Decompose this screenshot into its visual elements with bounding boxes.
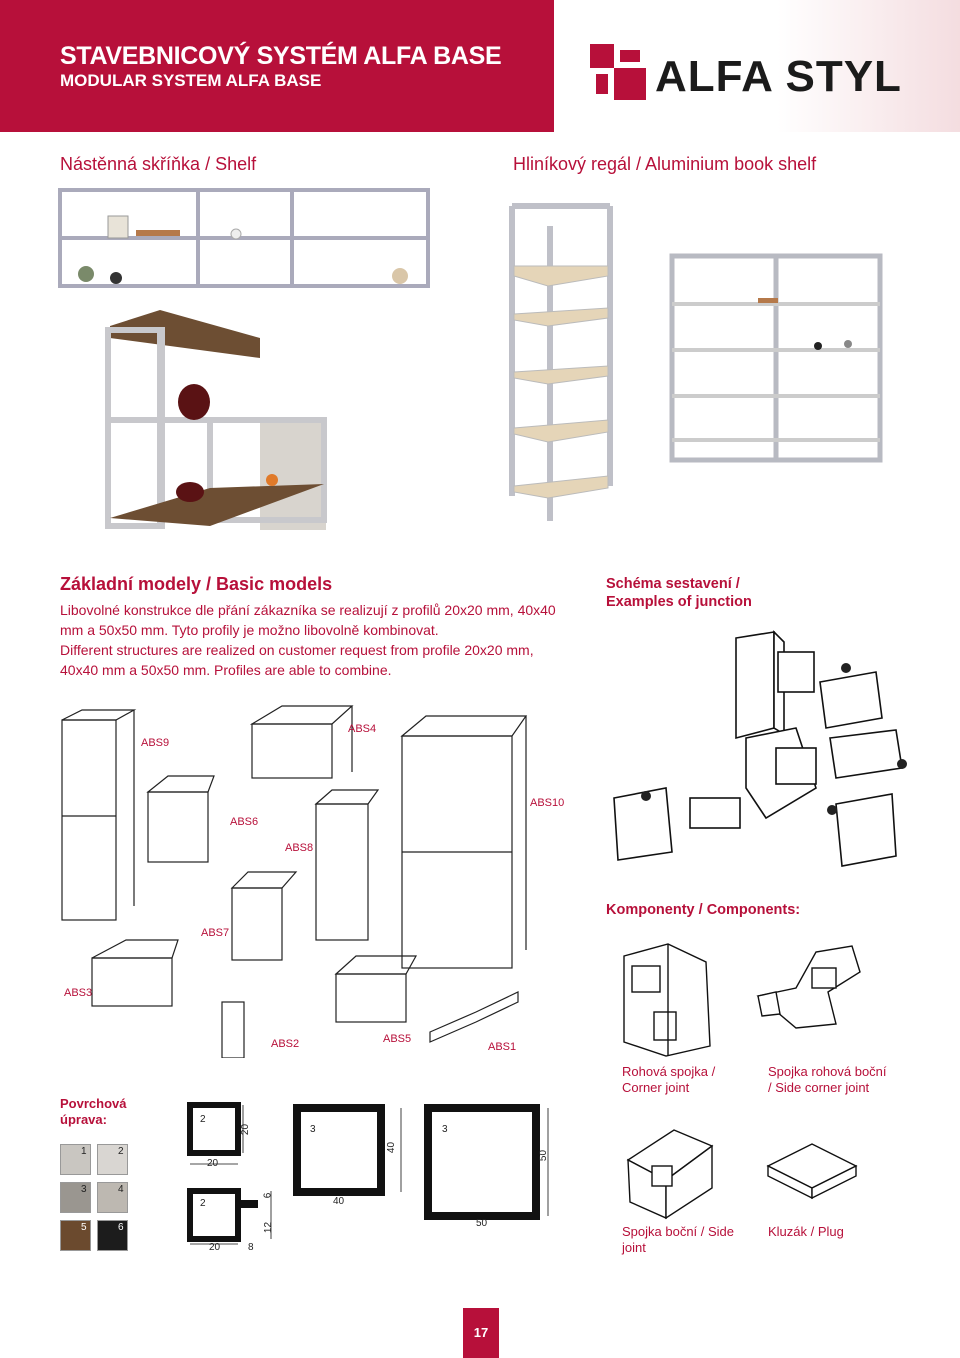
model-label-abs6: ABS6	[230, 816, 259, 828]
bookshelf-title: Hliníkový regál / Aluminium book shelf	[513, 154, 817, 174]
swatch-number: 5	[81, 1222, 87, 1233]
p20-wall-dim: 2	[200, 1114, 206, 1125]
side-joint-label: Spojka boční / Side joint	[622, 1224, 735, 1255]
corner-joint-icon	[614, 942, 722, 1058]
pslot-bottom-dim: 20	[209, 1242, 221, 1253]
profile-40x40-icon	[293, 1104, 413, 1204]
side-joint-icon	[622, 1126, 722, 1222]
swatch-number: 1	[81, 1146, 87, 1157]
p40-bottom-dim: 40	[333, 1196, 345, 1207]
shelf-title: Nástěnná skříňka / Shelf	[60, 154, 257, 174]
side-corner-joint-icon	[756, 942, 864, 1032]
swatch-number: 2	[118, 1146, 124, 1157]
p20-side-dim: 20	[240, 1123, 252, 1136]
p50-side-dim: 50	[538, 1149, 550, 1162]
color-swatch	[60, 1220, 91, 1251]
components-title: Komponenty / Components:	[606, 902, 801, 918]
color-swatch	[60, 1182, 91, 1213]
alfa-styl-logo-mark	[590, 44, 646, 100]
p50-wall-dim: 3	[442, 1124, 448, 1135]
pslot-slot-dim: 8	[248, 1242, 254, 1253]
junction-title: Schéma sestavení / Examples of junction	[606, 576, 752, 610]
model-label-abs7: ABS7	[201, 927, 230, 939]
junction-diagram	[606, 628, 916, 878]
models-line-drawings	[56, 696, 576, 1058]
logo-text: ALFA STYL	[655, 52, 902, 101]
color-swatch	[97, 1220, 128, 1251]
basic-models-cz: Libovolné konstrukce dle přání zákazníka se realizují z profilů 20x20 mm, 40x40 mm a 50x50 mm. Tyto profily je možno libovolně kombinovat.	[60, 602, 556, 638]
combined-shelf-photo	[100, 308, 330, 530]
color-swatch	[97, 1182, 128, 1213]
model-label-abs8: ABS8	[285, 842, 314, 854]
p40-side-dim: 40	[386, 1141, 398, 1154]
model-label-abs1: ABS1	[488, 1041, 517, 1053]
page-subtitle: MODULAR SYSTEM ALFA BASE	[60, 71, 322, 90]
page-number: 17	[463, 1308, 499, 1358]
swatch-number: 6	[118, 1222, 124, 1233]
corner-joint-label: Rohová spojka / Corner joint	[622, 1064, 716, 1095]
surface-title: Povrchová úprava:	[60, 1096, 127, 1127]
swatch-number: 4	[118, 1184, 124, 1195]
model-label-abs5: ABS5	[383, 1033, 412, 1045]
profile-50x50-icon	[424, 1104, 554, 1224]
pslot-wall-dim: 2	[200, 1198, 206, 1209]
model-label-abs4: ABS4	[348, 723, 377, 735]
pslot-h2-dim: 12	[263, 1221, 275, 1234]
model-label-abs10: ABS10	[530, 797, 565, 809]
p20-bottom-dim: 20	[207, 1158, 219, 1169]
basic-models-title: Základní modely / Basic models	[60, 574, 333, 594]
tall-bookshelf-photo	[500, 196, 630, 526]
color-swatch	[60, 1144, 91, 1175]
model-label-abs2: ABS2	[271, 1038, 300, 1050]
p40-wall-dim: 3	[310, 1124, 316, 1135]
side-corner-joint-label: Spojka rohová boční / Side corner joint	[768, 1064, 887, 1095]
aluminium-shelf-photo	[668, 252, 884, 464]
basic-models-en: Different structures are realized on customer request from profile 20x20 mm, 40x40 mm a 50x50 mm. Profiles are able to combine.	[60, 642, 534, 678]
plug-label: Kluzák / Plug	[768, 1224, 844, 1239]
model-label-abs3: ABS3	[64, 987, 93, 999]
plug-icon	[764, 1140, 860, 1204]
swatch-number: 3	[81, 1184, 87, 1195]
pslot-h1-dim: 6	[262, 1192, 274, 1199]
model-label-abs9: ABS9	[141, 737, 170, 749]
page-title: STAVEBNICOVÝ SYSTÉM ALFA BASE	[60, 42, 502, 70]
p50-bottom-dim: 50	[476, 1218, 488, 1229]
wall-shelf-photo	[56, 186, 432, 290]
color-swatch	[97, 1144, 128, 1175]
